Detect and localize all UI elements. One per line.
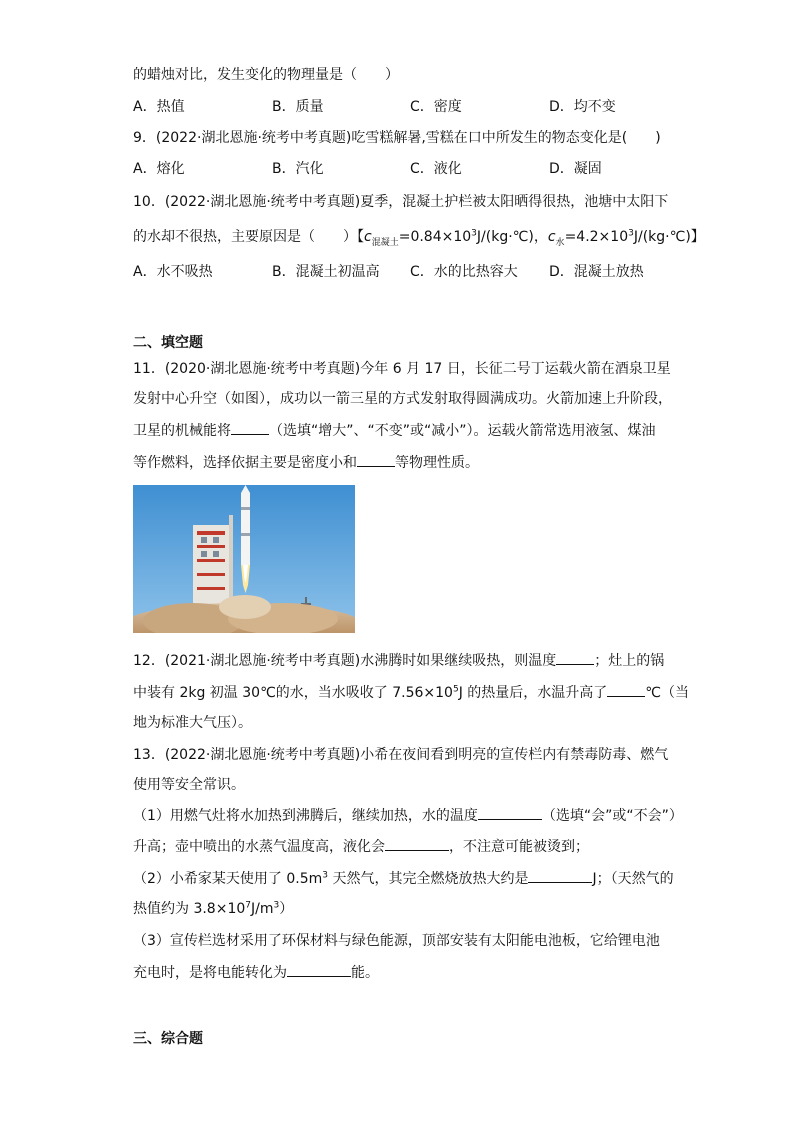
q8-stem: 的蜡烛对比，发生变化的物理量是（ ）: [133, 67, 399, 83]
q11-line4: [133, 452, 479, 473]
section-heading-fill-blank: 二、填空题: [133, 335, 203, 351]
c1-value: =0.84×10: [398, 229, 472, 245]
q13-part1-line2: [133, 836, 589, 857]
q11-line3-text-a: 卫星的机械能将: [133, 423, 231, 439]
q10-options: [133, 262, 693, 282]
q13-exponent-2: 7: [245, 900, 251, 911]
q12-line2: [133, 682, 689, 703]
q13-line2: 使用等安全常识。: [133, 777, 245, 793]
q8-option-a[interactable]: A．热值: [133, 99, 185, 115]
q11-line3-text-b: （选填“增大”、“不变”或“减小”）。运载火箭常选用液氢、煤油: [269, 423, 656, 439]
q9-stem: 9．(2022·湖北恩施·统考中考真题)吃雪糕解暑,雪糕在口中所发生的物态变化是( ): [133, 130, 661, 146]
c2-unit: J/(kg·℃)】: [633, 229, 705, 245]
c1-exponent: 3: [471, 228, 477, 239]
q13-blank-4[interactable]: [287, 962, 351, 977]
q9-option-c[interactable]: C．液化: [410, 161, 462, 177]
q12-line1-text-a: 12．(2021·湖北恩施·统考中考真题)水沸腾时如果继续吸热，则温度: [133, 653, 557, 669]
q11-line4-text-a: 等作燃料，选择依据主要是密度小和: [133, 455, 357, 471]
q10-stem-line2: [133, 227, 705, 247]
q13-part2-text-e: J/m: [251, 901, 274, 917]
q12-exponent: 5: [452, 684, 459, 695]
q13-exponent-1: 3: [322, 870, 328, 881]
q13-part2-text-d: 热值约为 3.8×10: [133, 901, 246, 917]
q9-option-d[interactable]: D．凝固: [549, 161, 602, 177]
q13-part2-line1: [133, 868, 674, 889]
c1-unit: J/(kg·℃)，: [476, 229, 548, 245]
q13-part3-line2: [133, 962, 379, 983]
q12-blank-1[interactable]: [556, 650, 594, 665]
q12-line2-text-a: 中装有 2kg 初温 30℃的水，当水吸收了 7.56×10: [133, 685, 453, 701]
c2-value: =4.2×10: [564, 229, 629, 245]
c2-exponent: 3: [628, 228, 634, 239]
q8-option-d[interactable]: D．均不变: [549, 99, 616, 115]
q11-blank-1[interactable]: [231, 420, 269, 435]
q13-part1-text-c: 升高；壶中喷出的水蒸气温度高，液化会: [133, 839, 385, 855]
q9-option-b[interactable]: B．汽化: [272, 161, 324, 177]
q13-part3-text-b: 充电时，是将电能转化为: [133, 965, 287, 981]
section-heading-comprehensive: 三、综合题: [133, 1031, 203, 1047]
c-symbol-2: c: [547, 229, 556, 245]
q11-line3: [133, 420, 656, 441]
q13-line1: 13．(2022·湖北恩施·统考中考真题)小希在夜间看到明亮的宣传栏内有禁毒防毒、燃气: [133, 747, 669, 763]
q12-line2-text-c: ℃（当: [645, 685, 690, 701]
q8-option-b[interactable]: B．质量: [272, 99, 324, 115]
q8-option-c[interactable]: C．密度: [410, 99, 462, 115]
q11-line2: 发射中心升空（如图），成功以一箭三星的方式发射取得圆满成功。火箭加速上升阶段，: [133, 391, 672, 407]
q13-exponent-3: 3: [273, 900, 280, 911]
q13-blank-1[interactable]: [478, 805, 542, 820]
q10-stem-line1: 10．(2022·湖北恩施·统考中考真题)夏季，混凝土护栏被太阳晒得很热，池塘中太阳下: [133, 194, 669, 210]
q10-option-a[interactable]: A．水不吸热: [133, 264, 213, 280]
q13-part2-line2: [133, 899, 293, 919]
q10-stem-text: 的水却不很热，主要原因是（ ）【: [133, 229, 364, 245]
q10-option-c[interactable]: C．水的比热容大: [410, 264, 518, 280]
q12-line3: 地为标准大气压）。: [133, 715, 252, 731]
q13-part2-text-c: J；（天然气的: [592, 871, 674, 887]
c1-subscript: 混凝土: [371, 237, 399, 248]
q12-line1: [133, 650, 664, 671]
q10-option-d[interactable]: D．混凝土放热: [549, 264, 644, 280]
c-symbol: c: [364, 229, 372, 245]
q13-part1-text-d: ，不注意可能被烫到；: [449, 839, 589, 855]
q8-options: [133, 97, 693, 117]
q12-blank-2[interactable]: [607, 682, 645, 697]
q12-line1-text-b: ；灶上的锅: [594, 653, 665, 669]
rocket-launch-photo: [133, 485, 355, 633]
q13-part3-line1: （3）宣传栏选材采用了环保材料与绿色能源，顶部安装有太阳能电池板，它给锂电池: [133, 933, 660, 949]
q11-line1: 11．(2020·湖北恩施·统考中考真题)今年 6 月 17 日，长征二号丁运载火箭在酒泉卫星: [133, 361, 671, 377]
q13-blank-3[interactable]: [528, 868, 592, 883]
q13-part1-line1: [133, 805, 683, 826]
q13-part2-text-a: （2）小希家某天使用了 0.5m: [133, 871, 323, 887]
q9-option-a[interactable]: A．熔化: [133, 161, 185, 177]
q9-options: [133, 159, 693, 179]
c2-subscript: 水: [555, 237, 565, 248]
q13-part1-text-b: （选填“会”或“不会”）: [541, 808, 683, 824]
q11-blank-2[interactable]: [357, 452, 395, 467]
q13-part2-text-b: 天然气，其完全燃烧放热大约是: [328, 871, 529, 887]
q13-part2-text-f: ）: [279, 901, 294, 917]
q13-part3-text-c: 能。: [351, 965, 379, 981]
q12-line2-text-b: J 的热量后，水温升高了: [458, 685, 608, 701]
q13-blank-2[interactable]: [385, 836, 449, 851]
q11-line4-text-b: 等物理性质。: [395, 455, 479, 471]
q10-option-b[interactable]: B．混凝土初温高: [272, 264, 380, 280]
q13-part1-text-a: （1）用燃气灶将水加热到沸腾后，继续加热，水的温度: [133, 808, 478, 824]
